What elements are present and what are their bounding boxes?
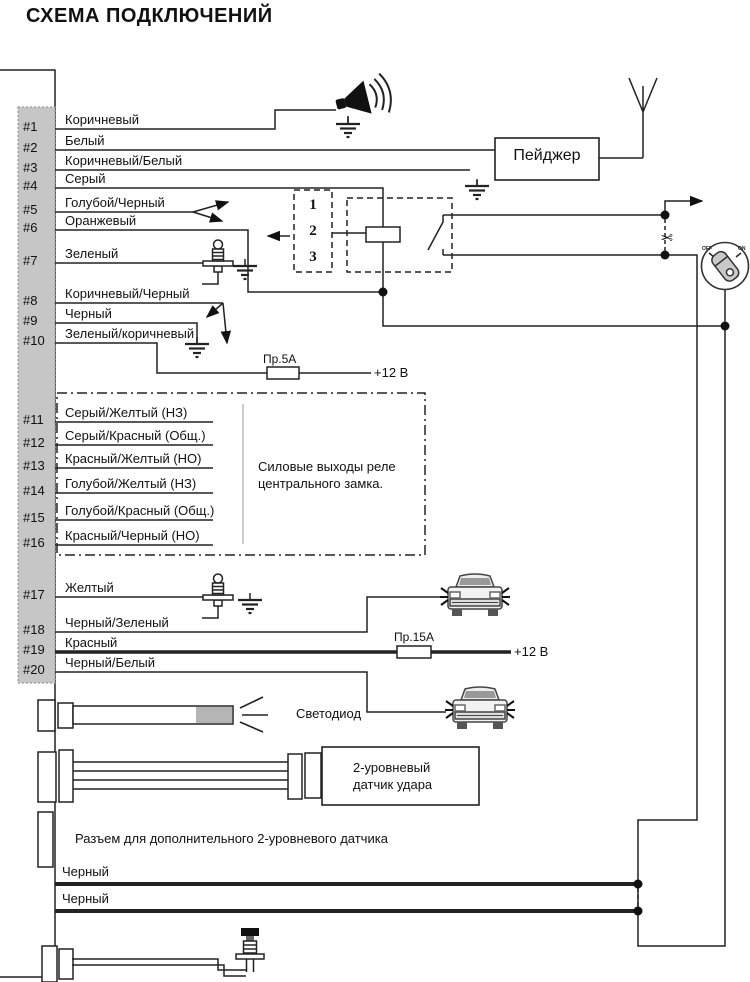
wire-num: #15	[23, 510, 45, 525]
shock-sensor	[38, 747, 479, 805]
pager-section	[465, 78, 657, 199]
wire-label: Зеленый/коричневый	[65, 326, 195, 341]
wire-label: Красный/Черный (НО)	[65, 528, 200, 543]
wire-num: #6	[23, 220, 38, 235]
connector-pin-2: 2	[309, 223, 317, 239]
ignition-off-label: OFF	[702, 246, 712, 252]
wire-num: #7	[23, 253, 38, 268]
wire-label: Красный	[65, 635, 118, 650]
service-button-section	[42, 928, 264, 982]
aux-sensor-note: Разъем для дополнительного 2-уровневого датчика	[75, 831, 388, 846]
ground-icon	[465, 179, 489, 199]
pager-label: Пейджер	[513, 147, 581, 164]
wire-label: Оранжевый	[65, 213, 137, 228]
wire-label: Красный/Желтый (НО)	[65, 451, 202, 466]
wire-num: #11	[23, 412, 44, 427]
shock-sensor-label: 2-уровневый	[353, 760, 431, 775]
wire-label: Коричневый/Черный	[65, 286, 190, 301]
wire-num: #1	[23, 119, 38, 134]
wire-label: Серый/Красный (Общ.)	[65, 428, 206, 443]
fuse-5a-label: Пр.5А	[263, 352, 297, 366]
wire-num: #3	[23, 160, 38, 175]
scissors-icon: ✂	[660, 230, 673, 247]
relay-section	[268, 190, 452, 272]
connector-pin-1: 1	[309, 197, 317, 213]
output-arrow	[665, 201, 702, 215]
wire-num: #19	[23, 642, 45, 657]
connector-pin-3: 3	[309, 249, 317, 265]
antenna-icon	[599, 78, 657, 158]
central-lock-note: Силовые выходы реле	[258, 459, 396, 474]
wire-label: Черный/Зеленый	[65, 615, 169, 630]
plus12-label: +12 В	[514, 644, 549, 659]
car-flash-icon	[440, 574, 510, 616]
junctions	[379, 211, 730, 916]
wire-num: #13	[23, 458, 45, 473]
ground-icon	[233, 259, 257, 279]
wire-num: #5	[23, 202, 38, 217]
ignition-on-label: ON	[738, 246, 746, 252]
wire-label: Серый/Желтый (НЗ)	[65, 405, 188, 420]
wire-label: Коричневый	[65, 112, 139, 127]
fuse-15a-icon	[397, 646, 431, 658]
wire-num: #4	[23, 178, 38, 193]
wire-label: Голубой/Желтый (НЗ)	[65, 476, 197, 491]
wire-num: #2	[23, 140, 38, 155]
plus12-label: +12 В	[374, 365, 409, 380]
wire-num: #17	[23, 587, 45, 602]
black-wire-label: Черный	[62, 891, 109, 906]
fuse-5a-icon	[267, 367, 299, 379]
page-title: СХЕМА ПОДКЛЮЧЕНИЙ	[26, 5, 273, 27]
wire-label: Коричневый/Белый	[65, 153, 183, 168]
wire-label: Зеленый	[65, 246, 119, 261]
wire-num: #10	[23, 333, 45, 348]
siren-icon	[332, 72, 395, 137]
fuse-15a-label: Пр.15А	[394, 630, 434, 644]
central-lock-note: центрального замка.	[258, 476, 384, 491]
wire-num: #20	[23, 662, 45, 677]
service-button-icon	[236, 928, 264, 972]
ground-icon	[238, 593, 262, 613]
car-flash-icon	[445, 687, 515, 729]
wire-num: #9	[23, 313, 38, 328]
wire-label: Серый	[65, 171, 106, 186]
wire-num: #18	[23, 622, 45, 637]
wire-num: #8	[23, 293, 38, 308]
shock-sensor-box	[322, 747, 479, 805]
ground-icon	[336, 117, 360, 137]
wire-10	[55, 343, 371, 373]
wire-label: Голубой/Черный	[65, 195, 165, 210]
pin-switch-17	[202, 574, 262, 618]
wire-label: Голубой/Красный (Общ.)	[65, 503, 215, 518]
aux-sensor-connector	[38, 812, 53, 867]
wire-label: Желтый	[65, 580, 114, 595]
wire-label: Белый	[65, 133, 105, 148]
led-icon	[38, 697, 268, 732]
relay-contact	[428, 215, 443, 255]
shock-sensor-label: датчик удара	[353, 777, 433, 792]
relay-coil	[366, 227, 400, 242]
fuses	[267, 367, 431, 658]
black-wire-label: Черный	[62, 864, 109, 879]
wire-label: Черный/Белый	[65, 655, 156, 670]
ignition-circuit	[443, 201, 725, 946]
wire-num: #16	[23, 535, 45, 550]
wire-num: #12	[23, 435, 45, 450]
led-label: Светодиод	[296, 706, 362, 721]
wire-label: Черный	[65, 306, 112, 321]
wire-num: #14	[23, 483, 45, 498]
